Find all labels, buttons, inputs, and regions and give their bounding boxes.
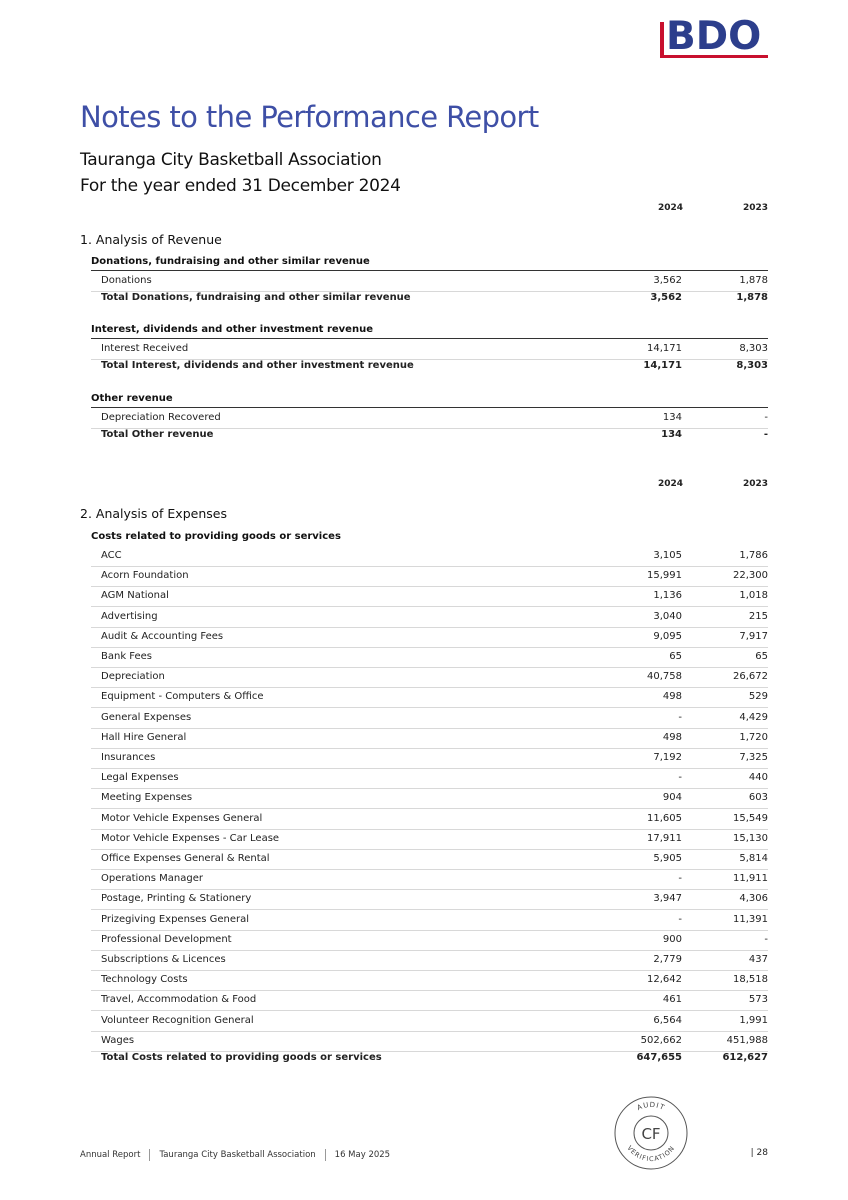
row-value-2023: 8,303 [739, 343, 768, 354]
table-row [91, 910, 768, 931]
total-value-2024: 14,171 [643, 360, 682, 371]
row-value-2023: 22,300 [733, 570, 768, 582]
report-period: For the year ended 31 December 2024 [80, 176, 401, 196]
table-row [91, 829, 768, 850]
logo-text: BDO [666, 14, 762, 59]
row-value-2024: 12,642 [647, 974, 682, 986]
year-header-2023: 2023 [742, 203, 768, 213]
row-value-2024: 11,605 [647, 812, 682, 824]
table-row [91, 566, 768, 587]
row-value-2024: 1,136 [653, 590, 682, 602]
row-label: Equipment - Computers & Office [101, 691, 264, 703]
table-row [91, 990, 768, 1011]
footer-divider [149, 1149, 150, 1161]
total-row [91, 356, 768, 376]
row-value-2024: 17,911 [647, 832, 682, 844]
row-value-2024: 3,105 [653, 550, 682, 561]
row-value-2024: 65 [669, 651, 682, 662]
row-value-2024: 3,947 [653, 893, 682, 905]
row-label: Subscriptions & Licences [101, 954, 226, 965]
row-value-2023: 18,518 [733, 974, 768, 986]
row-label: Donations [101, 275, 152, 286]
table-row [91, 607, 768, 628]
table-row [91, 950, 768, 971]
total-label: Total Other revenue [101, 429, 214, 440]
row-value-2023: 215 [748, 610, 768, 622]
row-label: Bank Fees [101, 651, 153, 662]
total-value-2024: 647,655 [636, 1052, 682, 1063]
row-value-2024: 6,564 [653, 1014, 682, 1026]
row-value-2024: 502,662 [640, 1034, 682, 1046]
total-row [91, 1048, 768, 1068]
year-header-2024: 2024 [657, 203, 683, 213]
total-label: Total Costs related to providing goods or services [101, 1052, 382, 1063]
row-value-2023: 1,720 [739, 731, 768, 743]
row-value-2023: 11,911 [733, 873, 768, 885]
total-value-2023: - [763, 429, 768, 440]
total-label: Total Donations, fundraising and other similar revenue [101, 292, 411, 303]
row-value-2023: 529 [748, 691, 768, 703]
row-value-2023: 15,130 [733, 832, 768, 844]
row-value-2023: 7,917 [739, 630, 768, 642]
row-value-2024: - [678, 873, 682, 885]
svg-text:VERIFICATION [625, 1144, 676, 1163]
stamp-top-text: AUDIT [635, 1100, 667, 1113]
total-value-2023: 1,878 [736, 292, 768, 303]
page-number: | 28 [750, 1148, 768, 1158]
total-value-2023: 612,627 [722, 1052, 768, 1063]
row-value-2023: 15,549 [733, 812, 768, 824]
row-value-2023: 437 [748, 954, 768, 965]
row-label: Depreciation Recovered [101, 412, 221, 423]
row-value-2024: 498 [662, 691, 682, 703]
year-header-2024: 2024 [657, 479, 683, 489]
row-value-2024: 14,171 [647, 343, 682, 354]
row-value-2024: 7,192 [653, 752, 682, 763]
table-row [91, 748, 768, 769]
row-value-2023: 440 [748, 772, 768, 784]
row-label: Audit & Accounting Fees [101, 630, 224, 642]
group-title: Interest, dividends and other investment revenue [91, 324, 768, 339]
row-label: Office Expenses General & Rental [101, 853, 270, 864]
row-label: Travel, Accommodation & Food [101, 994, 257, 1006]
row-value-2023: 1,878 [739, 275, 768, 286]
row-label: Depreciation [101, 671, 165, 683]
row-value-2024: 5,905 [653, 853, 682, 864]
table-row [91, 687, 768, 708]
page-title: Notes to the Performance Report [80, 100, 539, 134]
total-value-2024: 3,562 [650, 292, 682, 303]
row-label: Wages [101, 1034, 135, 1046]
table-row [91, 586, 768, 607]
stamp-bottom-text: VERIFICATION [625, 1144, 677, 1164]
row-value-2023: 1,018 [739, 590, 768, 602]
row-value-2023: 1,786 [739, 550, 768, 561]
bdo-logo [658, 14, 768, 62]
row-label: Motor Vehicle Expenses - Car Lease [101, 832, 280, 844]
row-value-2023: - [764, 412, 768, 423]
footer-org: Tauranga City Basketball Association [159, 1150, 316, 1160]
svg-text:AUDIT [636, 1101, 666, 1112]
row-value-2024: 900 [662, 933, 682, 945]
row-value-2023: 4,306 [739, 893, 768, 905]
row-label: Prizegiving Expenses General [101, 913, 250, 925]
row-value-2023: 65 [755, 651, 768, 662]
table-row [91, 849, 768, 870]
table-row [91, 889, 768, 910]
row-label: Legal Expenses [101, 772, 179, 784]
total-row [91, 425, 768, 445]
row-label: Volunteer Recognition General [101, 1014, 254, 1026]
row-value-2023: 7,325 [739, 752, 768, 763]
group-title: Costs related to providing goods or services [91, 531, 341, 542]
footer-date: 16 May 2025 [334, 1150, 391, 1160]
row-value-2024: 3,562 [653, 275, 682, 286]
group-title: Donations, fundraising and other similar revenue [91, 256, 768, 271]
page-footer [80, 1149, 390, 1161]
total-label: Total Interest, dividends and other investment revenue [101, 360, 414, 371]
org-name: Tauranga City Basketball Association [80, 150, 382, 170]
row-label: ACC [101, 550, 122, 561]
row-value-2024: - [678, 772, 682, 784]
row-value-2024: - [678, 711, 682, 723]
year-header-2023: 2023 [742, 479, 768, 489]
group-title: Other revenue [91, 393, 768, 408]
row-label: Insurances [101, 752, 156, 763]
row-label: Technology Costs [101, 974, 188, 986]
table-row [91, 788, 768, 809]
table-row [91, 809, 768, 830]
table-row [91, 667, 768, 688]
row-value-2024: 3,040 [653, 610, 682, 622]
row-label: AGM National [101, 590, 169, 602]
row-label: Motor Vehicle Expenses General [101, 812, 263, 824]
total-row [91, 288, 768, 308]
row-value-2023: 451,988 [726, 1034, 768, 1046]
row-label: Professional Development [101, 933, 232, 945]
row-label: Interest Received [101, 343, 189, 354]
row-label: Advertising [101, 610, 158, 622]
row-value-2023: 1,991 [739, 1014, 768, 1026]
table-row [91, 930, 768, 951]
table-row [91, 1011, 768, 1032]
row-value-2024: 9,095 [653, 630, 682, 642]
total-value-2023: 8,303 [736, 360, 768, 371]
row-value-2023: 11,391 [733, 913, 768, 925]
row-label: Meeting Expenses [101, 792, 193, 804]
table-row [91, 970, 768, 991]
row-value-2024: - [678, 913, 682, 925]
row-value-2024: 134 [662, 412, 682, 423]
row-value-2024: 40,758 [647, 671, 682, 683]
row-value-2023: 26,672 [733, 671, 768, 683]
row-label: Acorn Foundation [101, 570, 189, 582]
table-row [91, 647, 768, 668]
row-value-2024: 15,991 [647, 570, 682, 582]
logo-bar [660, 22, 664, 58]
table-row [91, 728, 768, 749]
total-value-2024: 134 [661, 429, 682, 440]
table-row [91, 708, 768, 729]
row-value-2024: 498 [662, 731, 682, 743]
section-heading-expenses: 2. Analysis of Expenses [80, 506, 227, 521]
row-value-2023: - [764, 933, 768, 945]
row-value-2023: 573 [748, 994, 768, 1006]
table-row [91, 869, 768, 890]
row-value-2023: 5,814 [739, 853, 768, 864]
footer-divider [325, 1149, 326, 1161]
row-label: General Expenses [101, 711, 192, 723]
row-value-2023: 4,429 [739, 711, 768, 723]
row-value-2024: 904 [662, 792, 682, 804]
row-value-2024: 2,779 [653, 954, 682, 965]
row-label: Operations Manager [101, 873, 203, 885]
row-label: Postage, Printing & Stationery [101, 893, 252, 905]
row-label: Hall Hire General [101, 731, 187, 743]
stamp-center-text: CF [641, 1125, 661, 1143]
table-row [91, 768, 768, 789]
row-value-2023: 603 [748, 792, 768, 804]
section-heading-revenue: 1. Analysis of Revenue [80, 232, 222, 247]
audit-verification-stamp [613, 1095, 689, 1171]
table-row [91, 627, 768, 648]
table-row [91, 546, 768, 567]
footer-report: Annual Report [80, 1150, 141, 1160]
row-value-2024: 461 [662, 994, 682, 1006]
